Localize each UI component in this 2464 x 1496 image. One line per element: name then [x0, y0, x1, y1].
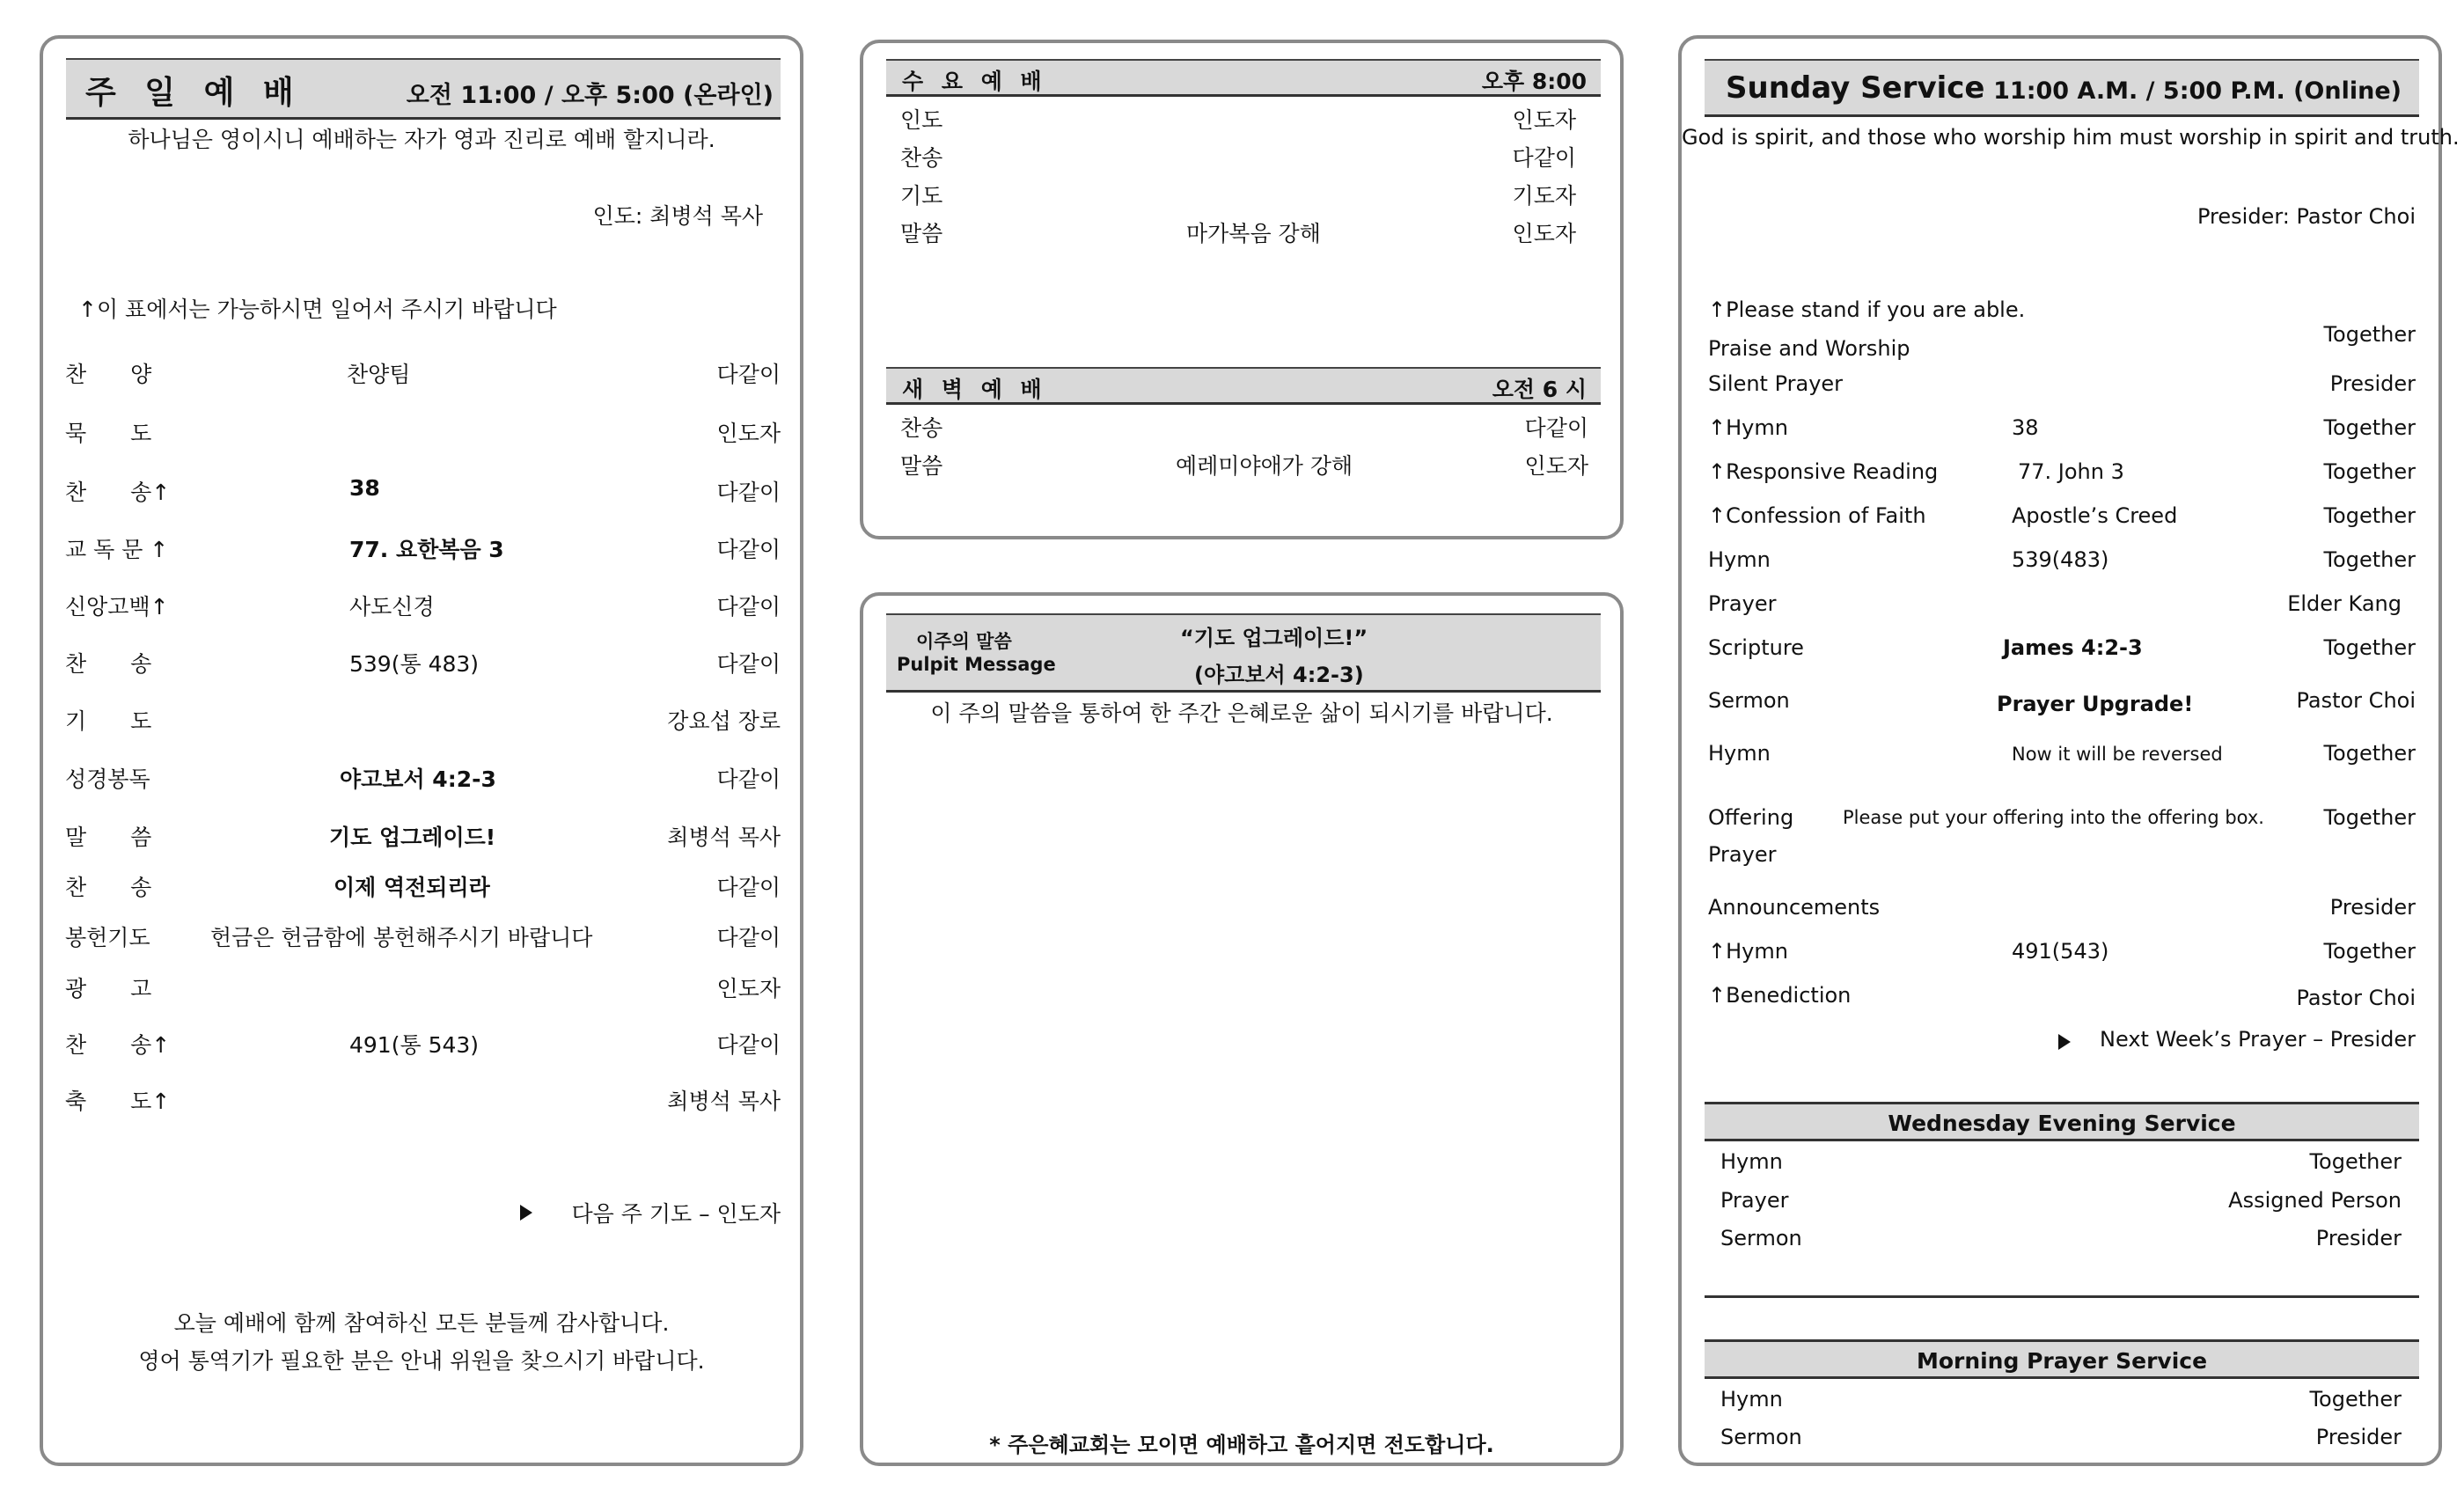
order-detail: 77. John 3 [2018, 459, 2124, 484]
wednesday-kr-who: 기도자 [1512, 183, 1576, 209]
pulpit-scripture: (야고보서 4:2-3) [1194, 663, 1364, 687]
wednesday-en-who: Together [2309, 1149, 2402, 1174]
play-triangle-icon [2058, 1034, 2071, 1050]
order-who: 최병석 목사 [667, 825, 781, 850]
morning-en-who: Presider [2315, 1425, 2402, 1449]
morning-en-who: Together [2309, 1387, 2402, 1412]
order-detail: 찬양팀 [347, 362, 411, 387]
wednesday-kr-who: 인도자 [1512, 221, 1576, 246]
pulpit-blessing: 이 주의 말씀을 통하여 한 주간 은혜로운 삶이 되시기를 바랍니다. [930, 700, 1553, 726]
morning-en-item: Hymn [1720, 1387, 1783, 1412]
order-item: 축 도↑ [65, 1089, 171, 1114]
order-item: 신앙고백↑ [65, 594, 169, 620]
order-who: 인도자 [716, 421, 781, 446]
order-detail: 491(통 543) [349, 1032, 480, 1058]
order-detail: Now it will be reversed [2012, 744, 2223, 765]
wednesday-en-item: Prayer [1720, 1188, 1789, 1213]
order-who: Together [2323, 635, 2416, 660]
korean-sunday-presider: 인도: 최병석 목사 [592, 203, 763, 229]
order-who: 다같이 [716, 875, 781, 900]
dawn-kr-who: 다같이 [1524, 415, 1588, 441]
korean-sunday-verse: 하나님은 영이시니 예배하는 자가 영과 진리로 예배 할지니라. [128, 127, 715, 152]
order-detail: 38 [349, 475, 380, 501]
order-who: 다같이 [716, 925, 781, 950]
wednesday-kr-item: 기도 [900, 183, 943, 209]
korean-next-week-prayer: 다음 주 기도 – 인도자 [571, 1201, 781, 1227]
order-who: Together [2323, 805, 2416, 830]
order-item: ↑Hymn [1708, 939, 1788, 964]
order-item: Silent Prayer [1708, 371, 1844, 396]
order-who: 최병석 목사 [667, 1089, 781, 1114]
english-sunday-panel [1678, 35, 2460, 1466]
order-detail: 이제 역전되리라 [334, 875, 490, 900]
wednesday-kr-item: 인도 [900, 107, 943, 133]
order-who: Pastor Choi [2296, 986, 2416, 1010]
order-item: 광 고 [65, 976, 152, 1001]
dawn-kr-title: 새 벽 예 배 [902, 377, 1047, 402]
wednesday-kr-who: 인도자 [1512, 107, 1576, 133]
order-item: Hymn [1708, 547, 1771, 572]
korean-sunday-title: 주 일 예 배 [85, 75, 303, 111]
order-item: ↑Benediction [1708, 983, 1852, 1008]
order-detail: 헌금은 헌금함에 봉헌해주시기 바랍니다 [210, 925, 593, 950]
order-who: Elder Kang [2287, 591, 2402, 616]
order-who: Together [2323, 415, 2416, 440]
order-who: 다같이 [716, 362, 781, 387]
order-item: 찬 송↑ [65, 480, 171, 505]
order-detail: 539(483) [2012, 547, 2109, 572]
wednesday-en-item: Hymn [1720, 1149, 1783, 1174]
korean-thanks: 오늘 예배에 함께 참여하신 모든 분들께 감사합니다. [173, 1310, 670, 1336]
order-who: 다같이 [716, 1032, 781, 1058]
morning-en-item: Sermon [1720, 1425, 1802, 1449]
order-who: 다같이 [716, 766, 781, 792]
wednesday-kr-detail: 마가복음 강해 [1186, 221, 1321, 246]
order-item: 찬 송 [65, 651, 152, 677]
korean-sunday-panel [40, 35, 803, 1466]
wednesday-kr-who: 다같이 [1512, 145, 1576, 171]
order-item: 찬 양 [65, 362, 152, 387]
order-item: Prayer [1708, 842, 1777, 867]
order-who: Together [2323, 459, 2416, 484]
dawn-kr-detail: 예레미야애가 강해 [1176, 453, 1353, 479]
dawn-kr-item: 찬송 [900, 415, 943, 441]
wednesday-kr-title: 수 요 예 배 [902, 69, 1047, 94]
pulpit-label-kr: 이주의 말씀 [916, 631, 1012, 652]
pulpit-label-en: Pulpit Message [897, 654, 1056, 675]
english-sunday-verse: God is spirit, and those who worship him must worship in spirit and truth. [1682, 125, 2460, 150]
morning-en-title: Morning Prayer Service [1916, 1348, 2208, 1374]
order-who: Together [2323, 741, 2416, 766]
order-who: 인도자 [716, 976, 781, 1001]
korean-sunday-stand-note: ↑이 표에서는 가능하시면 일어서 주시기 바랍니다 [78, 297, 557, 322]
wednesday-kr-item: 말씀 [900, 221, 943, 246]
order-item: Hymn [1708, 741, 1771, 766]
order-who: Together [2323, 547, 2416, 572]
play-triangle-icon [520, 1205, 532, 1221]
order-detail: 사도신경 [349, 594, 435, 620]
order-detail: 38 [2012, 415, 2039, 440]
pulpit-title: “기도 업그레이드!” [1180, 626, 1368, 650]
church-motto: * 주은혜교회는 모이면 예배하고 흩어지면 전도합니다. [989, 1433, 1494, 1457]
order-detail: 기도 업그레이드! [329, 825, 496, 850]
order-who: Together [2323, 322, 2416, 347]
order-item: Scripture [1708, 635, 1804, 660]
order-item: Announcements [1708, 895, 1881, 920]
wednesday-kr-item: 찬송 [900, 145, 943, 171]
english-sunday-presider: Presider: Pastor Choi [2196, 204, 2416, 229]
order-item: Praise and Worship [1708, 336, 1910, 361]
dawn-kr-item: 말씀 [900, 453, 943, 479]
order-item: Sermon [1708, 688, 1790, 713]
order-who: Presider [2329, 371, 2416, 396]
order-item: Offering [1708, 805, 1794, 830]
order-item: 찬 송 [65, 875, 152, 900]
order-who: Together [2323, 503, 2416, 528]
wednesday-en-bottom-rule [1705, 1295, 2419, 1298]
english-next-week-prayer: Next Week’s Prayer – Presider [2100, 1027, 2416, 1052]
korean-interpreter-note: 영어 통역기가 필요한 분은 안내 위원을 찾으시기 바랍니다. [138, 1348, 705, 1374]
order-detail: James 4:2-3 [2003, 635, 2143, 660]
wednesday-en-who: Presider [2315, 1226, 2402, 1250]
order-detail: 491(543) [2012, 939, 2109, 964]
order-who: Presider [2329, 895, 2416, 920]
order-item: ↑Responsive Reading [1708, 459, 1939, 484]
wednesday-en-title: Wednesday Evening Service [1888, 1111, 2236, 1136]
order-item: 기 도 [65, 708, 152, 734]
order-item: 묵 도 [65, 421, 152, 446]
order-item: 말 씀 [65, 825, 152, 850]
order-detail: Please put your offering into the offering box. [1843, 807, 2264, 828]
english-sunday-time: 11:00 A.M. / 5:00 P.M. (Online) [1993, 77, 2402, 105]
order-who: 다같이 [716, 651, 781, 677]
order-who: 다같이 [716, 594, 781, 620]
wednesday-en-who: Assigned Person [2228, 1188, 2402, 1213]
dawn-kr-who: 인도자 [1524, 453, 1588, 479]
order-item: ↑Hymn [1708, 415, 1788, 440]
order-who: Together [2323, 939, 2416, 964]
order-detail: Prayer Upgrade! [1997, 692, 2194, 716]
english-sunday-stand-note: ↑Please stand if you are able. [1708, 297, 2026, 322]
wednesday-en-item: Sermon [1720, 1226, 1802, 1250]
order-item: 교 독 문 ↑ [65, 537, 169, 562]
order-detail: 77. 요한복음 3 [349, 537, 504, 562]
order-who: 강요섭 장로 [667, 708, 781, 734]
order-who: Pastor Choi [2296, 688, 2416, 713]
order-who: 다같이 [716, 537, 781, 562]
order-detail: Apostle’s Creed [2012, 503, 2178, 528]
korean-sunday-time: 오전 11:00 / 오후 5:00 (온라인) [406, 82, 774, 109]
order-detail: 539(통 483) [349, 651, 480, 677]
pulpit-message-panel [860, 592, 1624, 1466]
order-item: Prayer [1708, 591, 1777, 616]
wednesday-kr-time: 오후 8:00 [1481, 69, 1587, 94]
order-item: ↑Confession of Faith [1708, 503, 1926, 528]
english-sunday-title: Sunday Service [1726, 70, 1985, 106]
order-detail: 야고보서 4:2-3 [340, 766, 496, 792]
order-who: 다같이 [716, 480, 781, 505]
order-item: 성경봉독 [65, 766, 150, 792]
korean-weekday-panel [860, 40, 1624, 539]
dawn-kr-time: 오전 6 시 [1492, 377, 1587, 402]
order-item: 찬 송↑ [65, 1032, 171, 1058]
order-item: 봉헌기도 [65, 925, 150, 950]
